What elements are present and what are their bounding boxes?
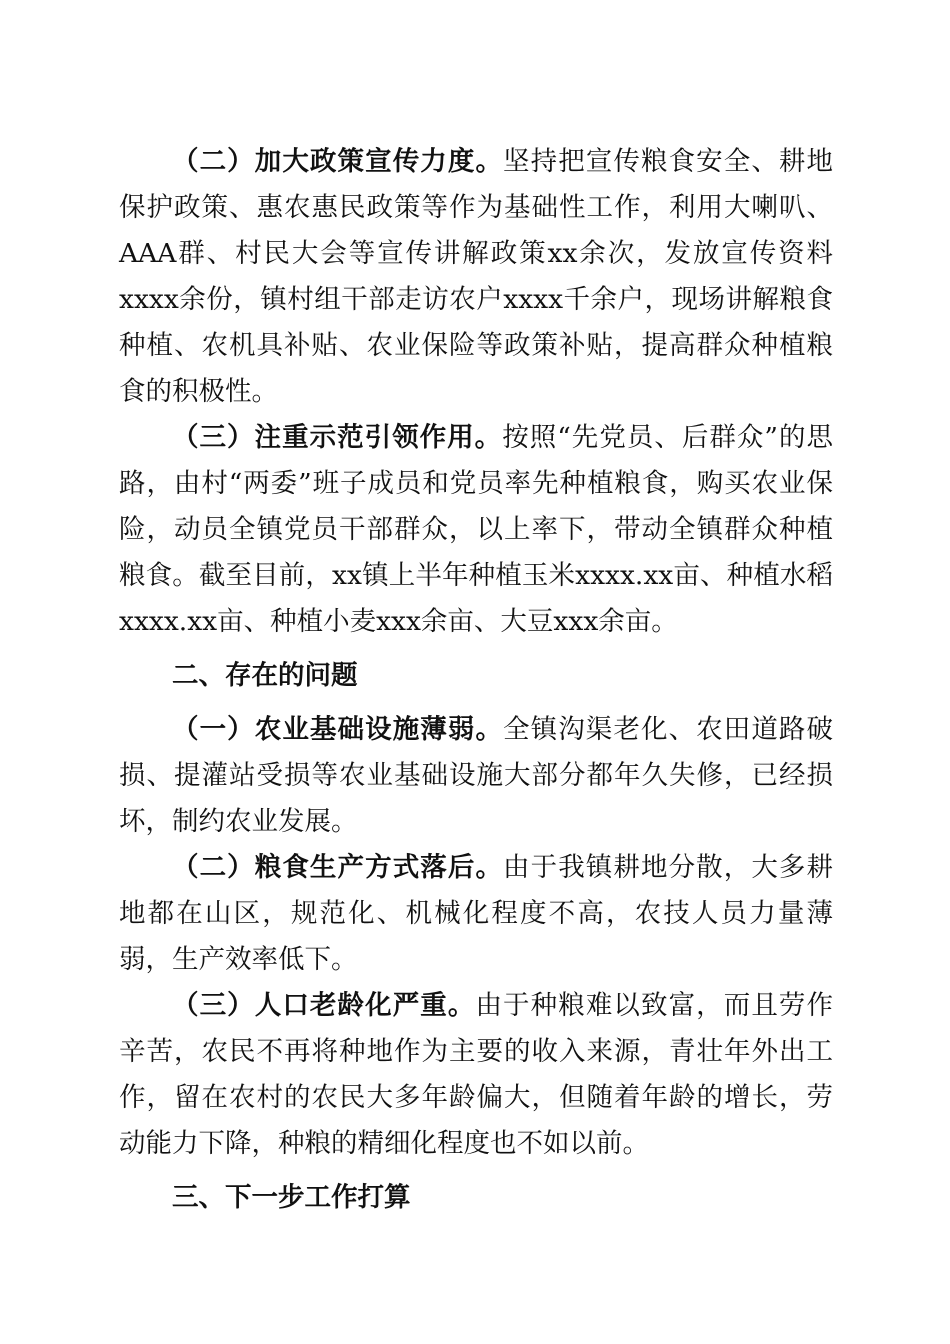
paragraph-body: 由于种粮难以致富，而且劳作辛苦，农民不再将种地作为主要的收入来源，青壮年外出工作，留在农村的农民大多年龄偏大，但随着年龄的增长，劳动能力下降，种粮的精细化程度也不如以前。 (119, 990, 834, 1159)
paragraph-aging (119, 983, 833, 1167)
paragraph-body: 坚持把宣传粮食安全、耕地保护政策、惠农惠民政策等作为基础性工作，利用大喇叭、AAA群、村民大会等宣传讲解政策xx余次，发放宣传资料xxxx余份，镇村组干部走访农户xxxx千余户，现场讲解粮食种植、农机具补贴、农业保险等政策补贴，提高群众种植粮食的积极性。 (119, 146, 834, 407)
document-page (119, 139, 833, 1229)
paragraph-lead: （二）加大政策宣传力度。 (172, 146, 504, 177)
paragraph-lead: （三）人口老龄化严重。 (172, 990, 476, 1021)
paragraph-publicity (119, 139, 833, 415)
paragraph-lead: （二）粮食生产方式落后。 (172, 852, 504, 883)
section-heading-next-steps: 三、下一步工作打算 (172, 1182, 411, 1213)
paragraph-lead: （三）注重示范引领作用。 (172, 422, 503, 453)
paragraph-lead: （一）农业基础设施薄弱。 (172, 714, 504, 745)
paragraph-demonstration (119, 415, 833, 645)
paragraph-infrastructure (119, 707, 833, 845)
paragraph-body: 按照“先党员、后群众”的思路，由村“两委”班子成员和党员率先种植粮食，购买农业保险，动员全镇党员干部群众，以上率下，带动全镇群众种植粮食。截至目前，xx镇上半年种植玉米xxxx.xx亩、种植水稻xxxx.xx亩、种植小麦xxx余亩、大豆xxx余亩。 (119, 422, 833, 637)
section-heading-problems: 二、存在的问题 (172, 660, 358, 691)
paragraph-body: 由于我镇耕地分散，大多耕地都在山区，规范化、机械化程度不高，农技人员力量薄弱，生产效率低下。 (119, 852, 834, 975)
paragraph-production-mode (119, 845, 833, 983)
paragraph-body: 全镇沟渠老化、农田道路破损、提灌站受损等农业基础设施大部分都年久失修，已经损坏，制约农业发展。 (119, 714, 834, 837)
